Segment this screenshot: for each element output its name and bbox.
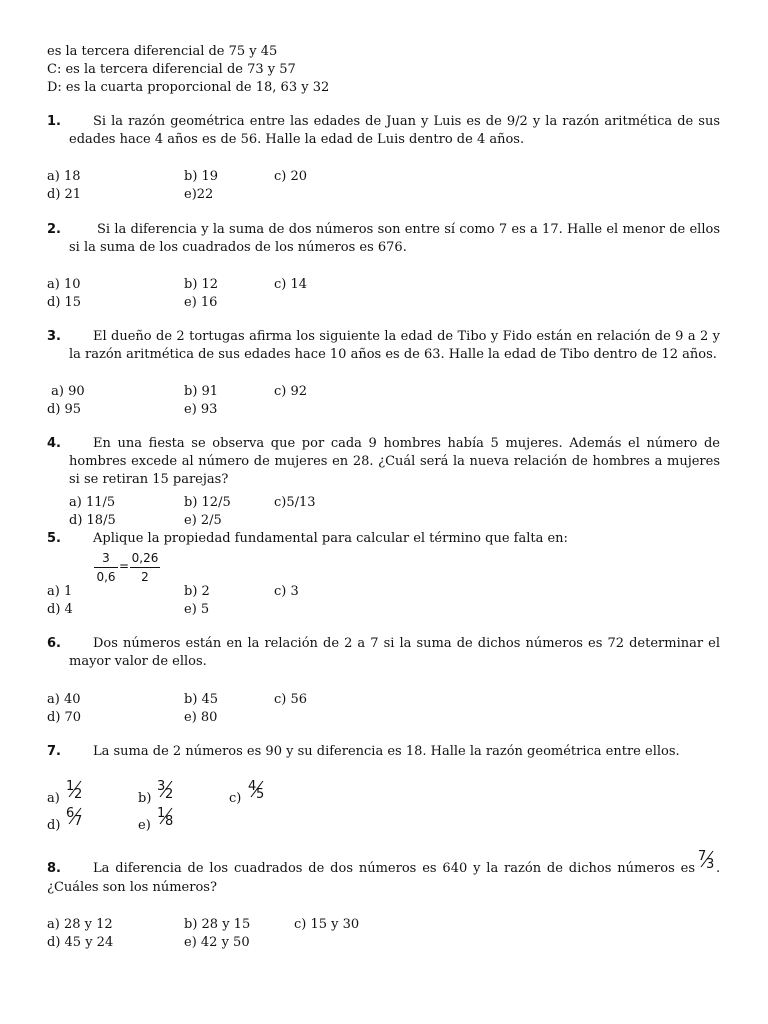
option-c: c) 20 (274, 169, 308, 184)
fraction-denominator: 5 (256, 787, 265, 802)
option-e: e) 5 (184, 602, 210, 617)
option-b: b) 45 (184, 692, 219, 707)
option-c: c) 14 (274, 277, 308, 292)
question-number: 3. (47, 329, 61, 344)
question-text: Aplique la propiedad fundamental para calcular el término que falta en: (93, 531, 568, 546)
fraction-numerator: 7 (698, 849, 707, 864)
prev-option-d: D: es la cuarta proporcional de 18, 63 y 32 (47, 80, 330, 95)
option-a-label: a) (47, 791, 60, 806)
question-number: 4. (47, 436, 61, 451)
option-a: a) 1 (47, 584, 73, 599)
question-text-line1: La diferencia de los cuadrados de dos números es 640 y la razón de dichos números es (93, 861, 695, 876)
option-e: e) 93 (184, 402, 218, 417)
question-text: La suma de 2 números es 90 y su diferencia es 18. Halle la razón geométrica entre ellos. (93, 744, 680, 759)
option-c: c)5/13 (274, 495, 316, 510)
fraction-denominator: 3 (706, 857, 715, 872)
option-c: c) 15 y 30 (294, 917, 360, 932)
question-8-period: . (716, 861, 721, 876)
option-b: b) 91 (184, 384, 219, 399)
prev-option-c: C: es la tercera diferencial de 73 y 57 (47, 62, 296, 77)
option-d: d) 18/5 (69, 513, 116, 528)
option-d: d) 95 (47, 402, 82, 417)
question-text: El dueño de 2 tortugas afirma los siguiente la edad de Tibo y Fido están en relación de 9 a 2 y la razón aritmética de sus edades hace 10 años es de 63. Halle la edad de Tibo dentro de 12 años. (69, 329, 720, 362)
fraction-numerator: 3 (102, 551, 110, 565)
fraction-denominator: 2 (141, 570, 149, 584)
option-d: d) 70 (47, 710, 82, 725)
question-number: 8. (47, 861, 61, 876)
option-e-label: e) (138, 818, 151, 833)
option-a: a) 90 (47, 384, 85, 399)
option-b: b) 19 (184, 169, 219, 184)
fraction-numerator: 3 (157, 779, 166, 794)
question-text: Si la razón geométrica entre las edades de Juan y Luis es de 9/2 y la razón aritmética de sus edades hace 4 años es de 56. Halle la edad de Luis dentro de 4 años. (69, 114, 720, 147)
option-c-label: c) (229, 791, 242, 806)
fraction-numerator: 1 (66, 779, 75, 794)
question-number: 6. (47, 636, 61, 651)
option-b: b) 28 y 15 (184, 917, 251, 932)
option-c: c) 56 (274, 692, 308, 707)
question-number: 2. (47, 222, 61, 237)
option-d: d) 21 (47, 187, 82, 202)
option-b: b) 2 (184, 584, 210, 599)
equation-right-fraction (130, 549, 160, 586)
fraction-numerator: 1 (157, 806, 166, 821)
option-a: a) 28 y 12 (47, 917, 113, 932)
fraction-numerator: 4 (248, 779, 257, 794)
question-number: 5. (47, 531, 61, 546)
fraction-denominator: 2 (165, 787, 174, 802)
option-e: e) 2/5 (184, 513, 222, 528)
option-a: a) 40 (47, 692, 81, 707)
option-b: b) 12 (184, 277, 219, 292)
option-a: a) 18 (47, 169, 81, 184)
fraction-denominator: 8 (165, 814, 174, 829)
equals-sign: = (119, 559, 130, 573)
option-d-label: d) (47, 818, 61, 833)
prev-option-line: es la tercera diferencial de 75 y 45 (47, 44, 278, 59)
option-a: a) 11/5 (69, 495, 116, 510)
option-c: c) 3 (274, 584, 299, 599)
option-e: e) 42 y 50 (184, 935, 250, 950)
question-number: 7. (47, 744, 61, 759)
fraction-numerator: 0,26 (131, 551, 159, 565)
option-c: c) 92 (274, 384, 308, 399)
fraction-denominator: 2 (74, 787, 83, 802)
option-d: d) 45 y 24 (47, 935, 114, 950)
option-e: e) 16 (184, 295, 218, 310)
fraction-numerator: 6 (66, 806, 75, 821)
option-b-label: b) (138, 791, 152, 806)
equation-left-fraction (94, 549, 118, 586)
question-text: Dos números están en la relación de 2 a 7 si la suma de dichos números es 72 determinar el mayor valor de ellos. (69, 636, 720, 669)
option-e: e) 80 (184, 710, 218, 725)
option-b: b) 12/5 (184, 495, 231, 510)
option-d: d) 15 (47, 295, 82, 310)
question-text-line2: ¿Cuáles son los números? (47, 880, 217, 895)
question-text: Si la diferencia y la suma de dos números son entre sí como 7 es a 17. Halle el menor de ellos si la suma de los cuadrados de los números es 676. (69, 222, 720, 255)
option-a: a) 10 (47, 277, 81, 292)
question-number: 1. (47, 114, 61, 129)
question-text: En una fiesta se observa que por cada 9 hombres había 5 mujeres. Además el número de hombres excede al número de mujeres en 28. ¿Cuál será la nueva relación de hombres a mujeres si se retiran 15 parejas? (69, 436, 720, 487)
option-e: e)22 (184, 187, 214, 202)
fraction-denominator: 0,6 (96, 570, 116, 584)
fraction-denominator: 7 (74, 814, 83, 829)
option-d: d) 4 (47, 602, 73, 617)
